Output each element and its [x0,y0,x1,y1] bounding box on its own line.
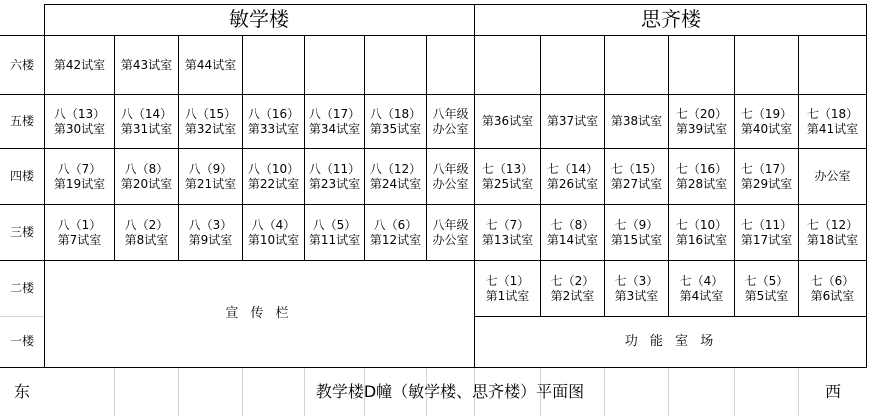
room-label: 第38试室 [610,114,663,128]
room-cell [115,95,178,148]
room-cell [427,37,474,94]
room-label: 办公室 [814,169,851,183]
plan-title: 教学楼D幢（敏学楼、思齐楼）平面图 [315,381,585,401]
room-label: 第24试室 [369,176,422,191]
room-cell [243,95,304,148]
floor-label-5: 五楼 [9,113,34,128]
room-class: 七（20） [675,106,728,121]
room-label: 第29试室 [740,176,793,191]
room-class: 八（4） [251,217,296,232]
room-label: 第20试室 [120,176,173,191]
room-class: 八（7） [57,161,102,176]
grid-line [866,4,867,368]
room-class: 七（7） [485,217,530,232]
room-cell [605,149,668,204]
room-cell [669,205,734,260]
room-class: 八（3） [188,217,233,232]
room-cell [541,205,604,260]
room-cell [305,205,364,260]
room-label: 第42试室 [53,58,106,72]
room-label: 第37试室 [546,114,599,128]
room-cell [735,149,798,204]
room-cell [243,205,304,260]
room-label: 第3试室 [614,288,659,303]
room-class: 八（10） [247,161,300,176]
room-class: 七（14） [546,161,599,176]
room-cell [305,37,364,94]
room-class: 七（1） [485,273,530,288]
room-label: 第11试室 [308,232,361,247]
room-cell [735,37,798,94]
room-label: 第36试室 [481,114,534,128]
room-label: 第18试室 [806,232,859,247]
room-class: 八（11） [308,161,361,176]
room-class: 八（17） [308,106,361,121]
room-cell [45,205,114,260]
room-label: 第19试室 [53,176,106,191]
grid-line [114,367,115,416]
room-class: 七（19） [740,106,793,121]
floor-label-1: 一楼 [9,334,34,348]
function-room-area: 功 能 室 场 [624,334,718,349]
room-class: 七（6） [810,273,855,288]
room-class: 八（12） [369,161,422,176]
room-cell [179,37,242,94]
room-label: 第40试室 [740,121,793,136]
room-cell [735,205,798,260]
room-cell [45,149,114,204]
room-label: 办公室 [432,232,469,247]
room-class: 八年级 [432,106,469,121]
room-cell [365,95,426,148]
room-label: 第7试室 [57,232,102,247]
grid-line [668,367,669,416]
room-label: 第26试室 [546,176,599,191]
room-cell [45,37,114,94]
room-cell [799,205,866,260]
room-cell [427,205,474,260]
room-class: 七（4） [679,273,724,288]
room-cell [541,149,604,204]
room-cell [427,149,474,204]
grid-line [0,35,867,36]
room-label: 第43试室 [120,58,173,72]
room-cell [365,149,426,204]
floor-label-3: 三楼 [9,224,34,239]
room-label: 办公室 [432,176,469,191]
room-class: 七（16） [675,161,728,176]
room-class: 七（8） [550,217,595,232]
room-cell [243,149,304,204]
room-class: 七（15） [610,161,663,176]
room-label: 第15试室 [610,232,663,247]
room-class: 八（15） [184,106,237,121]
room-label: 第35试室 [369,121,422,136]
room-label: 第31试室 [120,121,173,136]
room-label: 第9试室 [188,232,233,247]
room-label: 第17试室 [740,232,793,247]
room-class: 八（9） [188,161,233,176]
room-class: 七（10） [675,217,728,232]
building-title-minxue: 敏学楼 [229,7,289,31]
room-class: 八年级 [432,161,469,176]
room-label: 办公室 [432,121,469,136]
room-cell [605,37,668,94]
room-cell [179,205,242,260]
floor-label-6: 六楼 [9,57,34,72]
room-cell [541,95,604,148]
room-label: 第12试室 [369,232,422,247]
room-class: 八年级 [432,217,469,232]
room-label: 第41试室 [806,121,859,136]
room-class: 七（3） [614,273,659,288]
room-class: 七（2） [550,273,595,288]
room-cell [475,205,540,260]
room-class: 七（12） [806,217,859,232]
room-class: 七（5） [744,273,789,288]
room-label: 第34试室 [308,121,361,136]
room-cell [669,261,734,316]
room-cell [475,37,540,94]
room-cell [541,261,604,316]
room-class: 八（13） [53,106,106,121]
room-class: 八（8） [124,161,169,176]
room-cell [243,37,304,94]
room-label: 第22试室 [247,176,300,191]
room-cell [427,95,474,148]
room-cell [605,261,668,316]
room-class: 八（18） [369,106,422,121]
direction-east: 东 [13,381,30,401]
room-cell [475,261,540,316]
room-cell [799,149,866,204]
room-label: 第44试室 [184,58,237,72]
room-cell [799,37,866,94]
room-label: 第8试室 [124,232,169,247]
room-cell [475,149,540,204]
room-label: 第32试室 [184,121,237,136]
room-class: 八（2） [124,217,169,232]
floor-label-4: 四楼 [9,168,34,183]
room-class: 八（16） [247,106,300,121]
room-cell [669,149,734,204]
room-cell [115,205,178,260]
bulletin-board-area: 宣 传 栏 [225,306,293,321]
room-label: 第1试室 [485,288,530,303]
room-label: 第10试室 [247,232,300,247]
room-cell [365,205,426,260]
building-title-siqi: 思齐楼 [641,7,701,31]
room-cell [365,37,426,94]
room-class: 八（1） [57,217,102,232]
room-label: 第30试室 [53,121,106,136]
room-cell [735,95,798,148]
room-cell [735,261,798,316]
room-label: 第21试室 [184,176,237,191]
room-label: 第27试室 [610,176,663,191]
room-cell [605,205,668,260]
room-cell [179,95,242,148]
room-cell [305,149,364,204]
room-label: 第39试室 [675,121,728,136]
room-class: 八（5） [312,217,357,232]
room-label: 第14试室 [546,232,599,247]
room-cell [669,95,734,148]
room-label: 第25试室 [481,176,534,191]
room-label: 第13试室 [481,232,534,247]
room-cell [115,149,178,204]
room-cell [179,149,242,204]
room-label: 第6试室 [810,288,855,303]
direction-west: 西 [824,381,841,401]
room-cell [45,95,114,148]
room-label: 第2试室 [550,288,595,303]
room-label: 第33试室 [247,121,300,136]
room-cell [605,95,668,148]
room-class: 八（14） [120,106,173,121]
room-class: 七（17） [740,161,793,176]
room-cell [541,37,604,94]
room-label: 第23试室 [308,176,361,191]
room-cell [799,261,866,316]
room-cell [799,95,866,148]
room-label: 第5试室 [744,288,789,303]
room-class: 七（9） [614,217,659,232]
room-class: 七（13） [481,161,534,176]
room-cell [115,37,178,94]
room-class: 七（11） [740,217,793,232]
room-label: 第4试室 [679,288,724,303]
room-label: 第28试室 [675,176,728,191]
grid-line [734,367,735,416]
room-class: 八（6） [373,217,418,232]
room-cell [669,37,734,94]
room-cell [475,95,540,148]
grid-line [178,367,179,416]
room-label: 第16试室 [675,232,728,247]
floor-label-2: 二楼 [9,280,34,295]
room-cell [305,95,364,148]
room-class: 七（18） [806,106,859,121]
